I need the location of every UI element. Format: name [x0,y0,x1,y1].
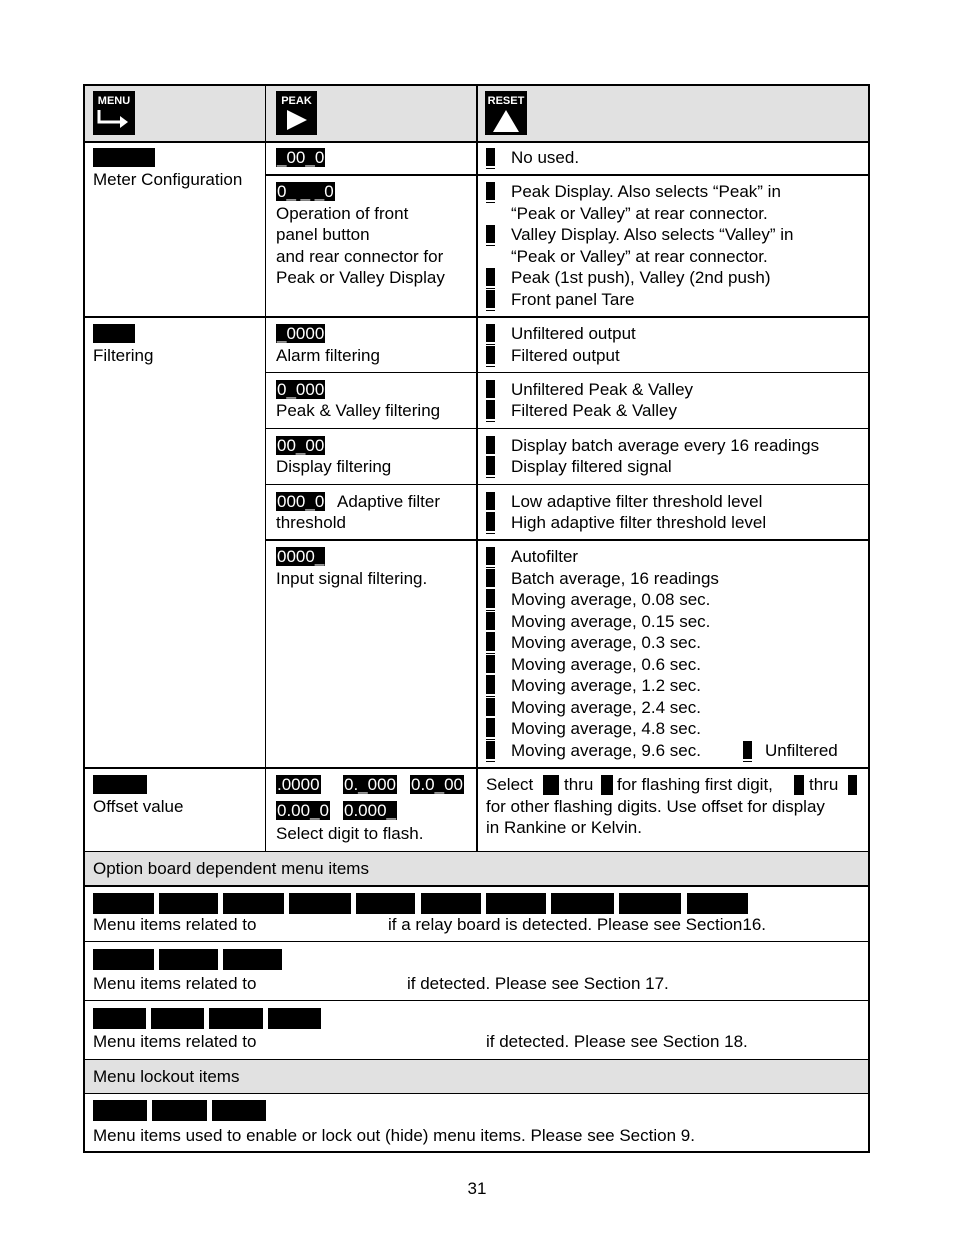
adaptive-filter-code: 000_0 [277,492,325,511]
bullet-digit [486,436,495,454]
bullet-digit [743,741,752,759]
input-filter-desc: Moving average, 0.08 sec. [511,590,711,609]
section18-text-right: if detected. Please see Section 18. [486,1032,748,1051]
offset-code: 0._000 [344,775,396,794]
bullet-digit [486,547,495,565]
section18-text-left: Menu items related to [93,1032,257,1051]
lockout-heading: Menu lockout items [93,1067,240,1086]
offset-desc: in Rankine or Kelvin. [486,818,642,837]
section17-text-left: Menu items related to [93,974,257,993]
config-opt2-line: and rear connector for [276,247,444,266]
config-opt2-desc: Peak (1st push), Valley (2nd push) [511,268,771,287]
bullet-digit [486,719,495,737]
bullet-digit [486,290,495,308]
menu-code-display [93,324,135,343]
offset-code: 0.0_00 [411,775,463,794]
alarm-filter-code: _0000 [277,324,325,343]
pv-filter-desc: Filtered Peak & Valley [511,401,677,420]
offset-code: 0.00_0 [277,801,329,820]
offset-select-label: Select digit to flash. [276,824,424,843]
config-opt2-desc: Peak Display. Also selects “Peak” in [511,182,781,201]
key-glyph [848,775,857,795]
config-opt2-line: Operation of front [276,204,409,223]
adaptive-filter-desc: Low adaptive filter threshold level [511,492,763,511]
offset-code: 0.000_ [344,801,396,820]
input-filter-desc: Moving average, 0.15 sec. [511,612,711,631]
section17-text-right: if detected. Please see Section 17. [407,974,669,993]
bullet-digit [486,569,495,587]
config-opt2-desc: Front panel Tare [511,290,635,309]
offset-code: .0000 [277,775,320,794]
bullet-digit [486,492,495,510]
adaptive-filter-label: Adaptive filter [337,492,440,511]
offset-desc: Select [486,775,534,794]
bullet-digit [486,655,495,673]
bullet-digit [486,676,495,694]
bullet-digit [486,590,495,608]
input-filter-desc-unfiltered: Unfiltered [765,741,838,760]
input-filter-label: Input signal filtering. [276,569,428,588]
input-filter-desc: Autofilter [511,547,579,566]
alarm-filter-label: Alarm filtering [276,346,380,365]
offset-desc: thru [564,775,594,794]
input-filter-desc: Moving average, 4.8 sec. [511,719,701,738]
key-glyph [794,775,804,795]
menu-code-display [93,775,147,794]
menu-code-display [93,148,155,167]
filtering-label: Filtering [93,346,154,365]
offset-desc: for flashing first digit, [617,775,773,794]
config-opt2-desc: “Peak or Valley” at rear connector. [511,204,768,223]
bullet-digit [486,401,495,419]
play-arrow-icon [276,107,317,133]
display-filter-code: 00_00 [277,436,325,455]
menu-arrow-icon [93,107,135,131]
config-opt1-desc: No used. [511,148,580,167]
relay-menu-text-left: Menu items related to [93,915,257,934]
offset-label: Offset value [93,797,184,816]
key-glyph [601,775,613,795]
bullet-digit [486,324,495,342]
bullet-digit [486,741,495,759]
input-filter-desc: Moving average, 0.6 sec. [511,655,701,674]
display-filter-desc: Display filtered signal [511,457,672,476]
input-filter-desc: Moving average, 2.4 sec. [511,698,701,717]
peak-key-icon: PEAK [276,91,317,135]
config-opt2-line: panel button [276,225,370,244]
up-triangle-icon [485,107,527,133]
input-filter-desc: Moving average, 0.3 sec. [511,633,701,652]
bullet-digit [486,268,495,286]
reset-key-icon: RESET [485,91,527,135]
config-code-1: _00_0 [277,148,325,167]
offset-desc: thru [809,775,839,794]
input-filter-desc: Moving average, 9.6 sec. [511,741,701,760]
display-filter-label: Display filtering [276,457,392,476]
input-filter-desc: Moving average, 1.2 sec. [511,676,701,695]
lockout-text: Menu items used to enable or lock out (hide) menu items. Please see Section 9. [93,1126,695,1145]
bullet-digit [486,612,495,630]
display-filter-desc: Display batch average every 16 readings [511,436,820,455]
alarm-filter-desc: Unfiltered output [511,324,636,343]
relay-menu-text-right: if a relay board is detected. Please see Section16. [388,915,767,934]
config-opt2-desc: Valley Display. Also selects “Valley” in [511,225,794,244]
offset-desc: for other flashing digits. Use offset for display [486,797,825,816]
config-opt2-desc: “Peak or Valley” at rear connector. [511,247,768,266]
bullet-digit [486,633,495,651]
alarm-filter-desc: Filtered output [511,346,620,365]
page-number: 31 [467,1179,487,1198]
pv-filter-code: 0_000 [277,380,325,399]
key-glyph [543,775,559,795]
config-code-2: 0_ _ _0 [277,182,334,201]
menu-key-icon: MENU [93,91,135,135]
input-filter-desc: Batch average, 16 readings [511,569,719,588]
bullet-digit [486,182,495,200]
pv-filter-desc: Unfiltered Peak & Valley [511,380,694,399]
pv-filter-label: Peak & Valley filtering [276,401,441,420]
bullet-digit [486,346,495,364]
bullet-digit [486,457,495,475]
adaptive-filter-desc: High adaptive filter threshold level [511,513,767,532]
option-board-heading: Option board dependent menu items [93,859,369,878]
config-opt2-line: Peak or Valley Display [276,268,445,287]
bullet-digit [486,148,495,166]
bullet-digit [486,513,495,531]
bullet-digit [486,380,495,398]
adaptive-filter-label: threshold [276,513,346,532]
bullet-digit [486,225,495,243]
meter-config-label: Meter Configuration [93,170,243,189]
bullet-digit [486,698,495,716]
input-filter-code: 0000_ [277,547,325,566]
